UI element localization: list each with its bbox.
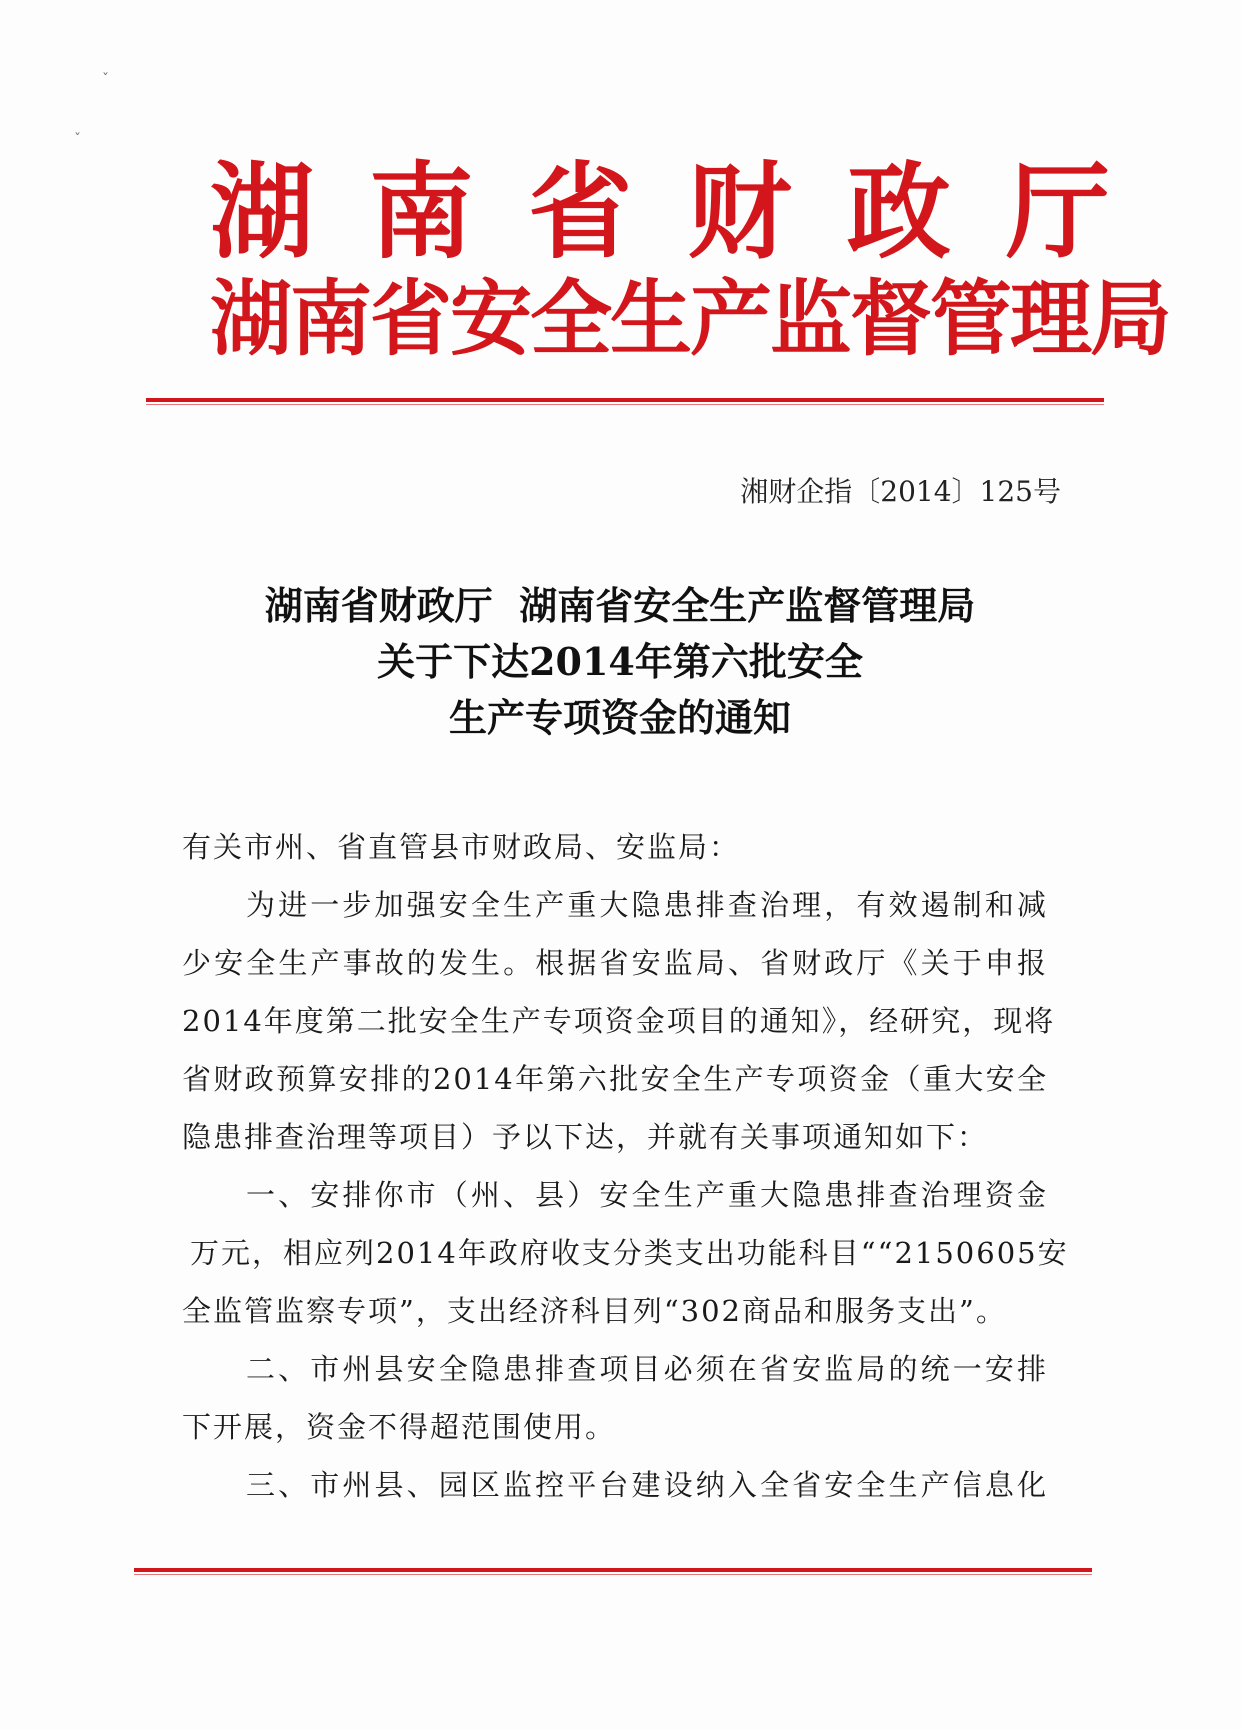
paragraph-1-line-3: 2014年度第二批安全生产专项资金项目的通知》，经研究，现将 xyxy=(182,1004,1056,1038)
paragraph-1-line-5: 隐患排查治理等项目）予以下达，并就有关事项通知如下： xyxy=(182,1120,989,1154)
paragraph-1-line-4: 省财政预算安排的2014年第六批安全生产专项资金（重大安全 xyxy=(182,1062,1048,1096)
header-red-rule-shadow xyxy=(146,404,1104,405)
document-number: 湘财企指〔2014〕125号 xyxy=(740,475,1061,508)
scan-speck-2: ˇ xyxy=(74,132,81,148)
paragraph-3-line-2: 下开展，资金不得超范围使用。 xyxy=(182,1410,617,1444)
header-issuer-safety: 湖南省安全生产监督管理局 xyxy=(210,271,1171,367)
paragraph-2-line-1: 一、安排你市（州、县）安全生产重大隐患排查治理资金 xyxy=(246,1178,1048,1212)
title-line-2: 关于下达2014年第六批安全 xyxy=(377,639,863,684)
salutation: 有关市州、省直管县市财政局、安监局： xyxy=(182,830,741,864)
paragraph-2-line-2: 万元，相应列2014年政府收支分类支出功能科目““2150605安 xyxy=(190,1236,1069,1270)
paragraph-4-line-1: 三、市州县、园区监控平台建设纳入全省安全生产信息化 xyxy=(246,1468,1048,1502)
paragraph-3-line-1: 二、市州县安全隐患排查项目必须在省安监局的统一安排 xyxy=(246,1352,1048,1386)
paragraph-1-line-2: 少安全生产事故的发生。根据省安监局、省财政厅《关于申报 xyxy=(182,946,1048,980)
paragraph-1-line-1: 为进一步加强安全生产重大隐患排查治理，有效遏制和减 xyxy=(246,888,1048,922)
footer-red-rule-shadow xyxy=(134,1574,1092,1575)
paragraph-2-line-3: 全监管监察专项”，支出经济科目列“302商品和服务支出”。 xyxy=(182,1294,1007,1328)
header-issuer-finance: 湖南省财政厅 xyxy=(210,150,1110,273)
footer-red-rule xyxy=(134,1568,1092,1572)
scan-speck-1: ˇ xyxy=(102,72,109,88)
document-title xyxy=(120,578,1120,746)
title-line-3: 生产专项资金的通知 xyxy=(448,695,791,740)
title-line-1: 湖南省财政厅 湖南省安全生产监督管理局 xyxy=(264,583,976,628)
header-red-rule xyxy=(146,398,1104,402)
document-body xyxy=(182,818,1069,1514)
